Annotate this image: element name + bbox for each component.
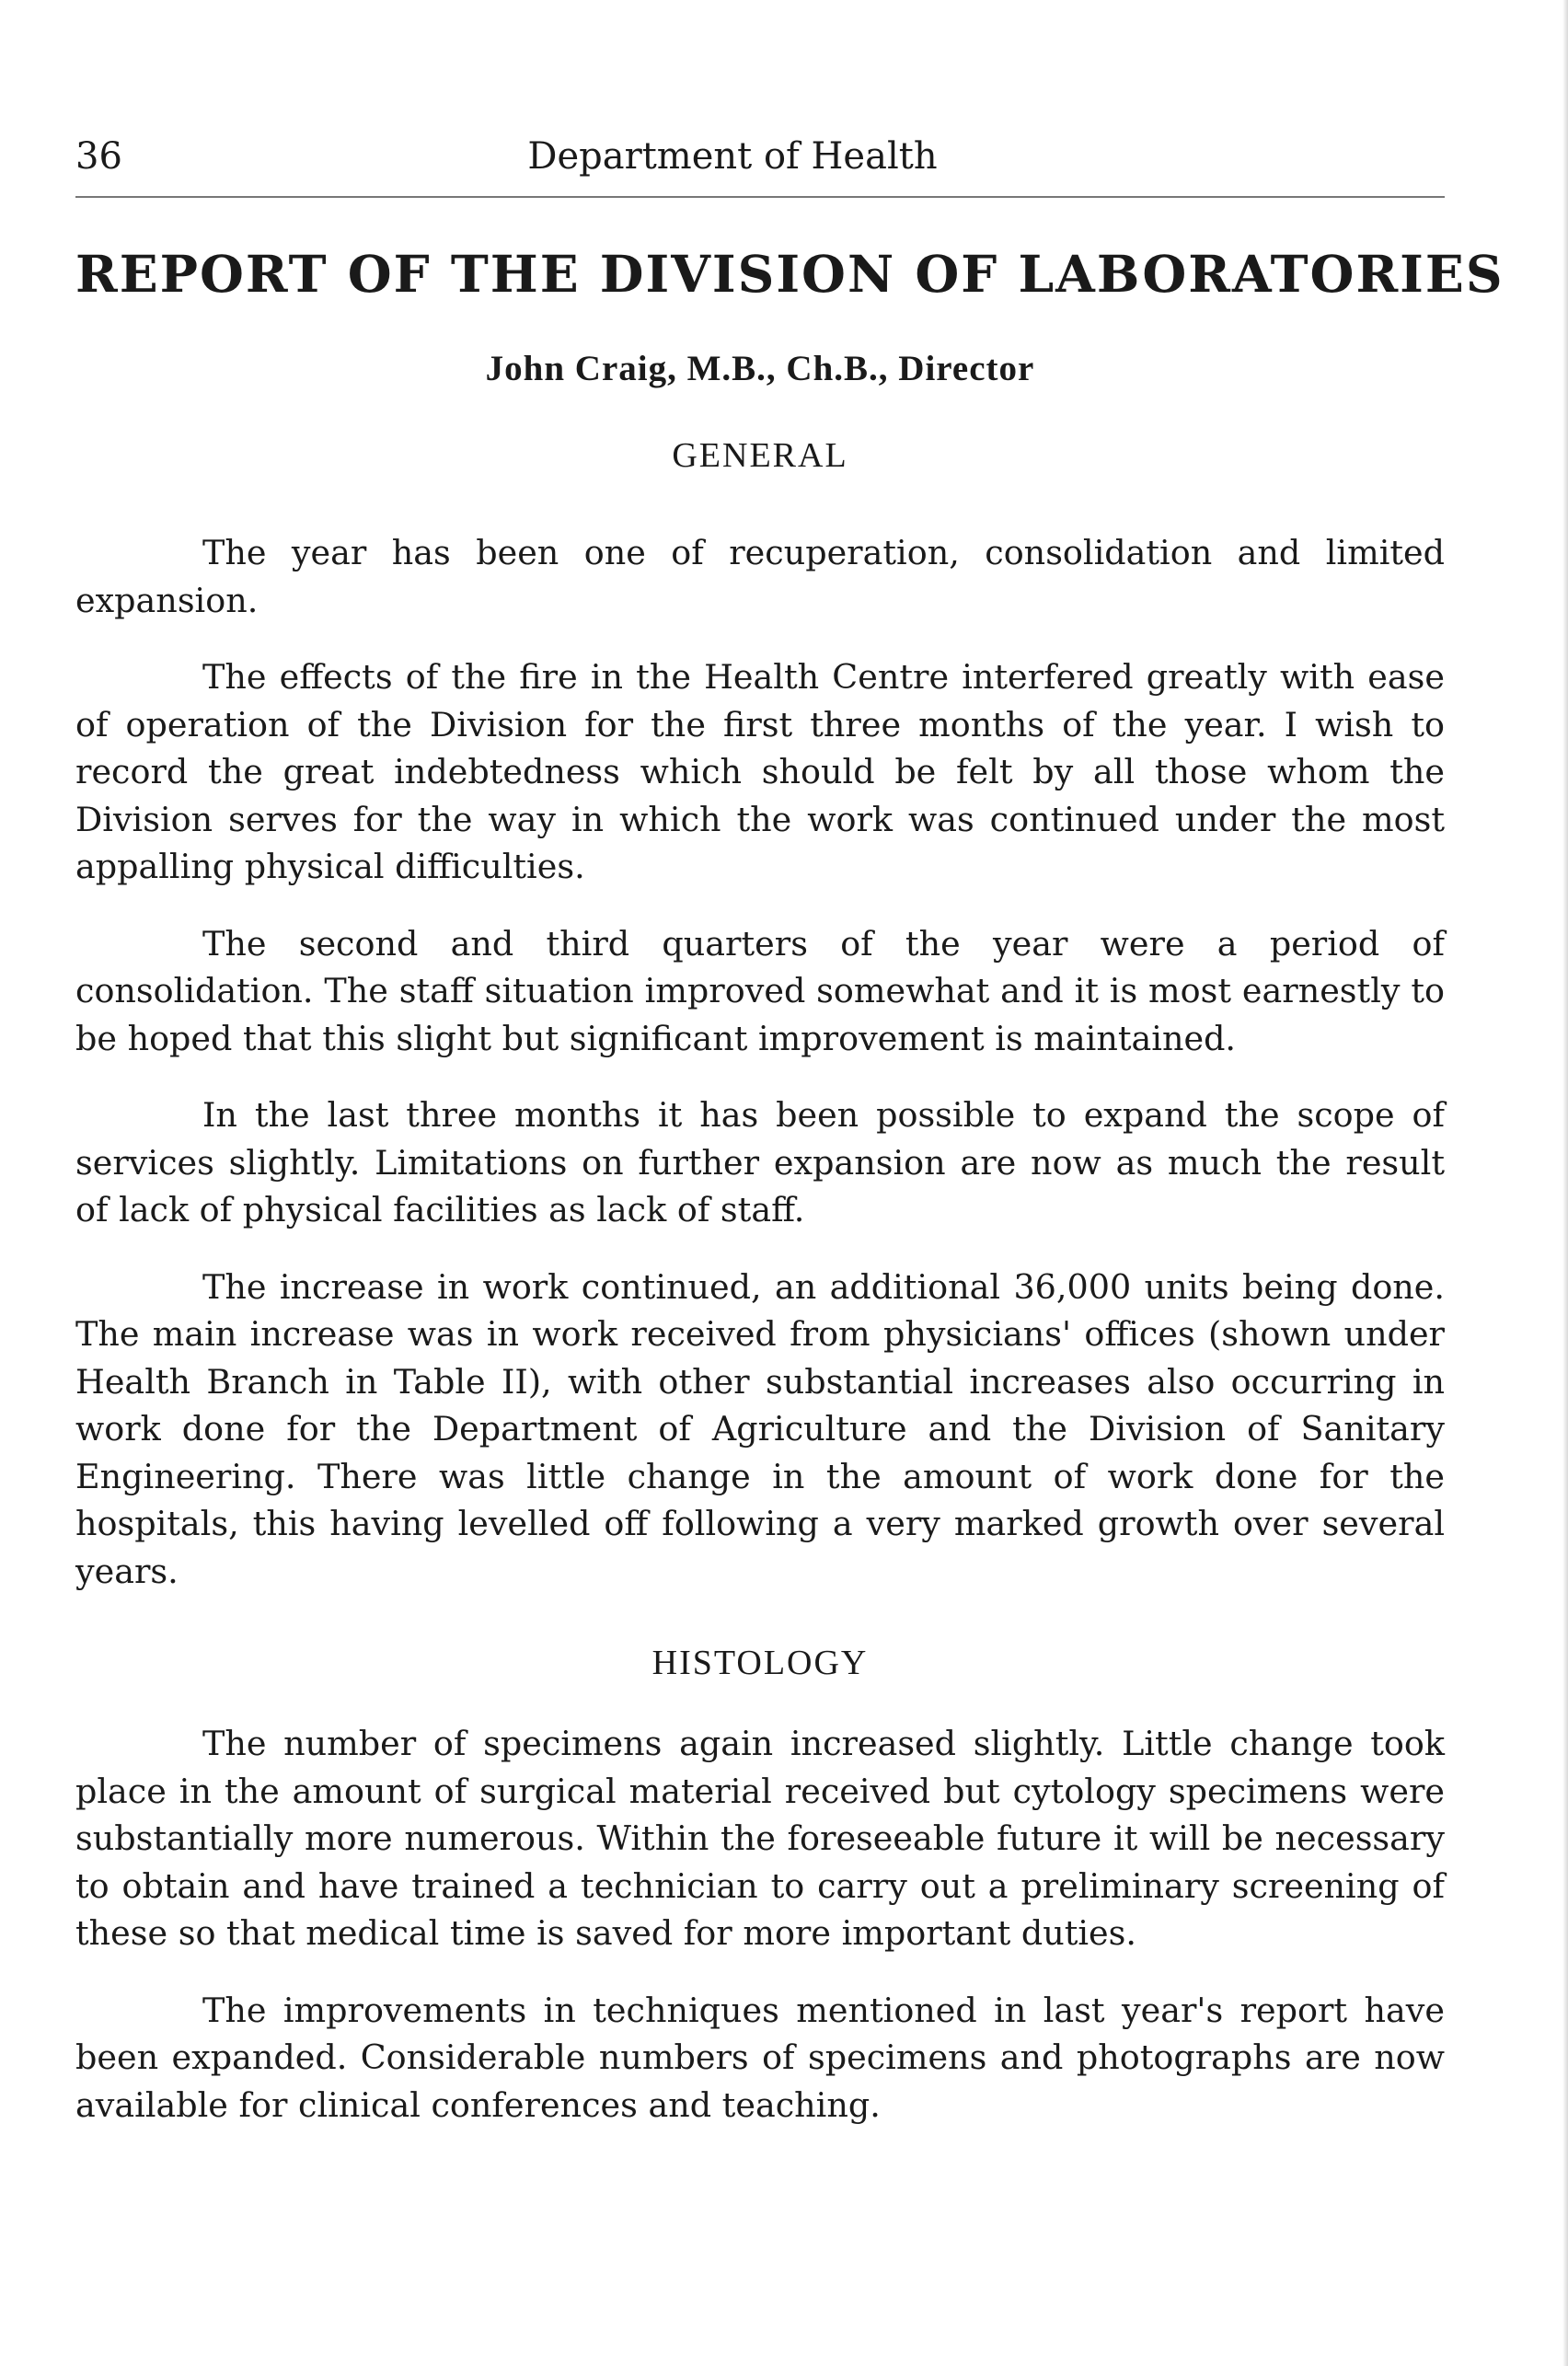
- paragraph: The number of specimens again increased slightly. Little change took place in the amount of surgical material received but cytology specimens were substantially more numerous. Within the foreseeable future it will be necessary to obtain and have trained a technician to carry out a preliminary screening of these so that medical time is saved for more important duties.: [75, 1724, 1445, 1953]
- section-heading-general: GENERAL: [672, 436, 848, 475]
- report-title: REPORT OF THE DIVISION OF LABORATORIES: [75, 244, 1505, 304]
- header-rule: [75, 196, 1445, 198]
- page-number: 36: [75, 135, 122, 178]
- running-title: Department of Health: [527, 135, 938, 178]
- paragraph: The improvements in techniques mentioned in last year's report have been expanded. Considerable numbers of specimens and photographs are now available for clinical conferences and teaching.: [75, 1990, 1445, 2125]
- scan-edge-shadow: [1562, 0, 1568, 2366]
- document-page: [75, 135, 1505, 2129]
- paragraph: The effects of the fire in the Health Centre interfered greatly with ease of operation of the Division for the first three months of the year. I wish to record the great indebtedness which should be felt by all those whom the Division serves for the way in which the work was continued under the most appalling physical difficulties.: [75, 657, 1445, 886]
- section-heading-histology: HISTOLOGY: [651, 1644, 869, 1682]
- paragraph: The second and third quarters of the year were a period of consolidation. The staff situation improved somewhat and it is most earnestly to be hoped that this slight but significant improvement is maintained.: [75, 923, 1445, 1058]
- paragraph: In the last three months it has been possible to expand the scope of services slightly. Limitations on further expansion are now as much the result of lack of physical facilities as lack of staff.: [75, 1095, 1445, 1229]
- paragraph: The year has been one of recuperation, consolidation and limited expansion.: [75, 533, 1445, 620]
- author-line: John Craig, M.B., Ch.B., Director: [485, 349, 1035, 388]
- page-header: [75, 135, 1445, 193]
- paragraph: The increase in work continued, an additional 36,000 units being done. The main increase was in work received from physicians' offices (shown under Health Branch in Table II), with other substantial increases also occurring in work done for the Department of Agriculture and the Division of Sanitary Engineering. There was little change in the amount of work done for the hospitals, this having levelled off following a very marked growth over several years.: [75, 1266, 1445, 1591]
